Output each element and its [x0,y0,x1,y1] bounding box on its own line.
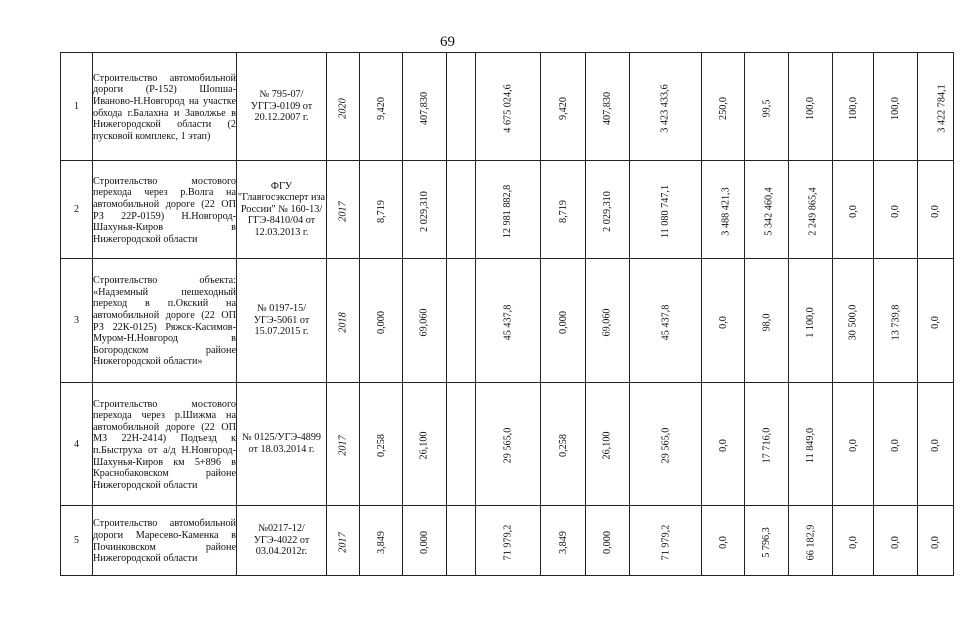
object-name [93,161,237,259]
value-cell [789,383,833,506]
cell-value: 2 249 865,4 [807,186,819,236]
cell-value: 0,0 [889,439,901,452]
value-cell [586,161,630,259]
object-name [93,506,237,576]
value-cell [702,259,745,383]
value-cell [586,383,630,506]
value-cell [789,161,833,259]
value-cell [918,259,954,383]
cell-value: 5 342 460,4 [763,186,775,236]
year-value: 2017 [337,435,349,456]
expertise-conclusion: № 0197-15/УГЭ-5061 от 15.07.2015 г. [237,259,327,383]
value-cell [702,161,745,259]
value-cell [360,53,403,161]
cell-value: 71 979,2 [502,524,514,560]
value-cell [833,161,874,259]
object-name-text: Строительство автомобильной дороги Маресево-Каменка в Починковском районе Нижегородской области [93,518,236,565]
value-cell [745,161,789,259]
value-cell [360,506,403,576]
cell-value: 0,0 [847,535,859,549]
value-cell [630,259,702,383]
value-cell [447,259,476,383]
value-cell [874,161,918,259]
object-name-text: Строительство мостового перехода через р.Волга на автомобильной дороге (22 ОП РЗ 22Р-0159) Н.Новгород-Шахунья-Киров в Нижегородской области [93,175,236,245]
cell-value: 0,000 [601,530,613,554]
value-cell [874,259,918,383]
cell-value: 407,830 [418,91,430,125]
page-number: 69 [440,34,455,50]
year-value: 2018 [337,311,349,333]
value-cell [403,383,447,506]
cell-value: 98,0 [760,313,772,331]
table-row [61,259,954,383]
cell-value: 0,0 [929,315,941,329]
cell-value: 9,420 [557,96,569,120]
row-number: 3 [61,259,93,383]
value-cell [476,383,541,506]
row-number: 5 [61,506,93,576]
cell-value: 2 029,310 [419,190,430,232]
value-cell [833,53,874,161]
cell-value: 3 422 784,1 [936,83,948,133]
cell-value: 69,060 [418,307,430,337]
cell-value: 8,719 [557,199,569,223]
year-value: 2020 [337,97,349,119]
cell-value: 26,100 [601,431,613,460]
value-cell [360,383,403,506]
cell-value: 0,0 [929,204,941,218]
value-cell [447,161,476,259]
value-cell [630,506,702,576]
value-cell [541,53,586,161]
object-name-text: Строительство объекта: «Надземный пешеходный переход в п.Окский на автомобильной дороге (22 ОП РЗ 22К-0125) Ряжск-Касимов-Муром-Н.Новгород в Богородском районе Нижегородской области» [93,275,236,368]
cell-value: 3,849 [557,530,569,554]
value-cell [918,383,954,506]
value-cell [447,506,476,576]
cell-value: 250,0 [717,96,729,120]
row-number: 2 [61,161,93,259]
cell-value: 0,0 [717,315,729,329]
cell-value: 30 500,0 [847,304,859,340]
object-name [93,383,237,506]
cell-value: 5 796,3 [761,526,772,558]
value-cell [874,383,918,506]
cell-value: 2 029,310 [602,190,613,232]
value-cell [874,53,918,161]
object-name [93,259,237,383]
construction-objects-table [60,52,954,576]
cell-value: 100,0 [847,96,859,120]
cell-value: 12 981 882,8 [502,184,514,238]
cell-value: 0,0 [929,439,941,452]
value-cell [541,506,586,576]
cell-value: 45 437,8 [502,304,514,340]
value-cell [789,53,833,161]
value-cell [918,506,954,576]
cell-value: 0,0 [889,535,901,549]
value-cell [476,161,541,259]
cell-value: 0,0 [717,535,729,549]
cell-value: 0,258 [557,434,569,457]
expertise-conclusion: № 795-07/УГГЭ-0109 от 20.12.2007 г. [237,53,327,161]
cell-value: 0,000 [557,310,569,334]
value-cell [918,53,954,161]
value-cell [745,53,789,161]
value-cell [630,53,702,161]
cell-value: 13 739,8 [890,304,901,340]
value-cell [789,259,833,383]
expertise-conclusion: ФГУ "Главгосэксперт иза России" № 160-13/ГГЭ-8410/04 от 12.03.2013 г. [237,161,327,259]
value-cell [586,53,630,161]
year-value: 2017 [337,531,349,553]
cell-value: 11 849,0 [805,427,816,464]
table-row [61,161,954,259]
value-cell [476,506,541,576]
value-cell [541,259,586,383]
table-row [61,506,954,576]
value-cell [476,53,541,161]
expertise-conclusion: №0217-12/УГЭ-4022 от 03.04.2012г. [237,506,327,576]
cell-value: 407,830 [601,91,613,125]
commissioning-year [327,161,360,259]
cell-value: 8,719 [375,199,387,223]
cell-value: 26,100 [418,431,430,460]
cell-value: 0,0 [929,535,941,549]
value-cell [541,383,586,506]
table-row [61,53,954,161]
commissioning-year [327,506,360,576]
value-cell [918,161,954,259]
value-cell [702,506,745,576]
value-cell [403,506,447,576]
cell-value: 0,000 [418,530,430,554]
commissioning-year [327,53,360,161]
cell-value: 100,0 [804,96,816,120]
cell-value: 3,849 [375,530,387,554]
table-row [61,383,954,506]
value-cell [447,53,476,161]
cell-value: 0,0 [717,439,729,452]
value-cell [403,161,447,259]
commissioning-year [327,259,360,383]
value-cell [403,259,447,383]
value-cell [630,383,702,506]
row-number: 1 [61,53,93,161]
cell-value: 99,5 [760,99,772,117]
cell-value: 11 080 747,1 [659,184,671,238]
cell-value: 66 182,9 [805,524,816,560]
cell-value: 45 437,8 [660,304,671,340]
value-cell [702,53,745,161]
expertise-conclusion: № 0125/УГЭ-4899 от 18.03.2014 г. [237,383,327,506]
cell-value: 3 423 433,6 [659,83,671,133]
cell-value: 9,420 [375,96,387,120]
value-cell [630,161,702,259]
value-cell [745,259,789,383]
cell-value: 0,0 [847,204,859,218]
value-cell [745,383,789,506]
value-cell [360,161,403,259]
cell-value: 29 565,0 [502,427,514,464]
year-value: 2017 [337,200,349,222]
value-cell [833,506,874,576]
row-number: 4 [61,383,93,506]
object-name [93,53,237,161]
cell-value: 29 565,0 [660,427,671,464]
value-cell [586,506,630,576]
cell-value: 100,0 [889,96,901,120]
cell-value: 0,0 [889,204,901,218]
cell-value: 17 716,0 [761,427,772,464]
value-cell [476,259,541,383]
value-cell [586,259,630,383]
value-cell [702,383,745,506]
cell-value: 0,258 [375,434,387,457]
cell-value: 0,000 [375,310,387,334]
value-cell [789,506,833,576]
cell-value: 71 979,2 [660,524,671,560]
value-cell [874,506,918,576]
value-cell [403,53,447,161]
value-cell [447,383,476,506]
object-name-text: Строительство автомобильной дороги (Р-152) Шопша-Иваново-Н.Новгород на участке обхода г.Балахна и Заволжье в Нижегородской области (2 пусковой комплекс, 1 этап) [93,72,236,142]
value-cell [360,259,403,383]
commissioning-year [327,383,360,506]
cell-value: 3 488 421,3 [720,186,732,236]
value-cell [833,383,874,506]
cell-value: 1 100,0 [805,306,816,338]
value-cell [745,506,789,576]
value-cell [541,161,586,259]
cell-value: 0,0 [847,439,859,452]
cell-value: 4 675 024,6 [502,83,514,133]
cell-value: 69,060 [601,307,613,337]
value-cell [833,259,874,383]
object-name-text: Строительство мостового перехода через р.Шижма на автомобильной дороге (22 ОП МЗ 22Н-2414) Подъезд к п.Быструха от а/д Н.Новгород-Шахунья-Киров км 5+896 в Краснобаковском районе Нижегородской области [93,398,236,491]
